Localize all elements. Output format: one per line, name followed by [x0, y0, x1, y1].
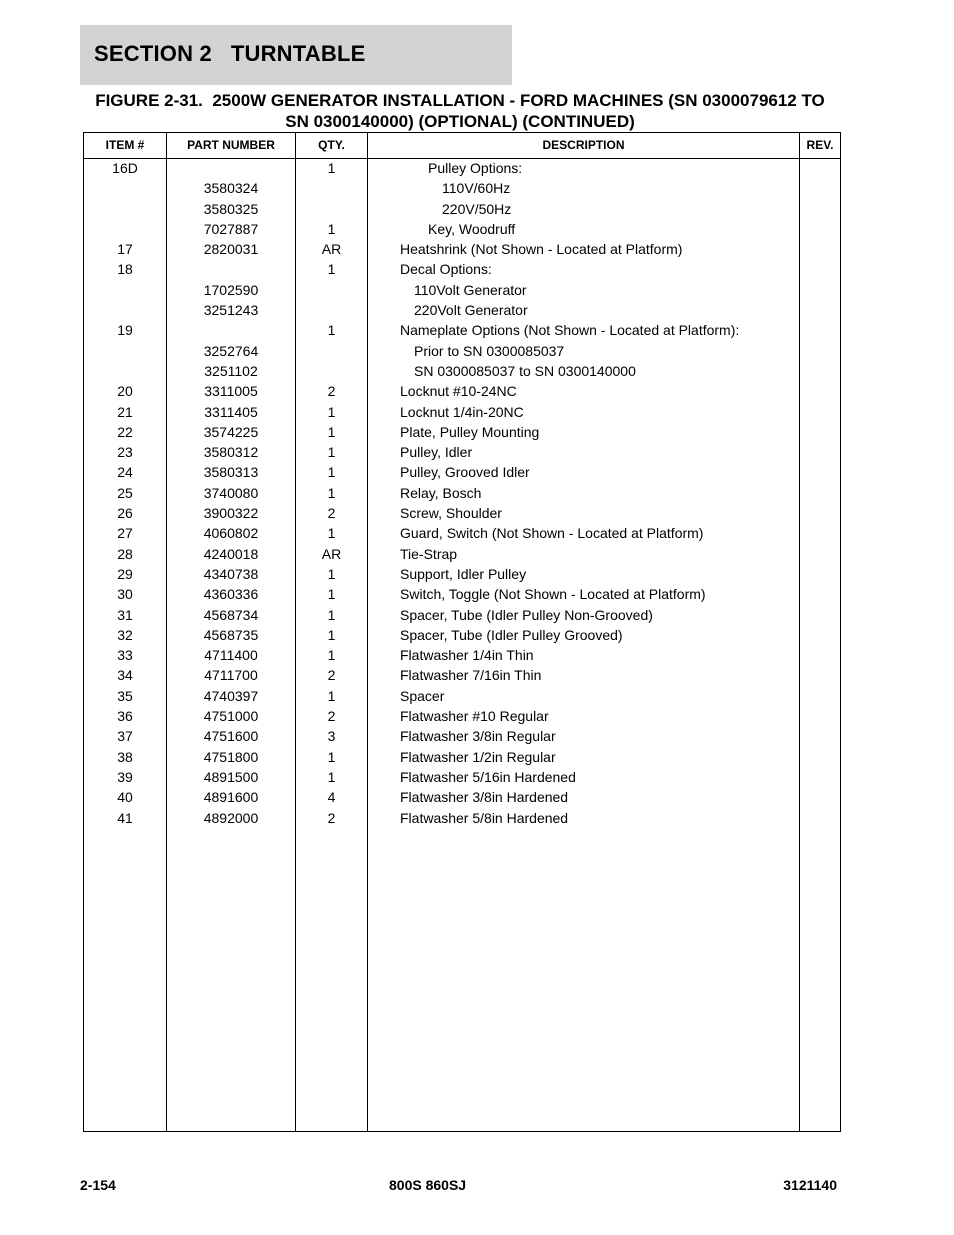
qty-cell: 1 — [327, 403, 336, 420]
qty-cell: 1 — [327, 444, 336, 461]
description-cell: Tie-Strap — [400, 545, 458, 562]
item-cell: 41 — [117, 809, 133, 826]
description-cell: Flatwasher #10 Regular — [400, 708, 549, 725]
qty-cell: 2 — [327, 667, 336, 684]
description-cell: Spacer, Tube (Idler Pulley Non-Grooved) — [400, 606, 653, 623]
item-cell: 22 — [117, 423, 133, 440]
qty-cell: AR — [321, 241, 342, 258]
qty-cell: 1 — [327, 606, 336, 623]
table-row — [84, 160, 840, 180]
header-divider — [84, 158, 840, 159]
qty-cell: 3 — [327, 728, 336, 745]
description-cell: 110V/60Hz — [442, 180, 511, 197]
qty-cell: 1 — [327, 220, 336, 237]
table-row — [84, 607, 840, 627]
description-cell: Guard, Switch (Not Shown - Located at Platform) — [400, 525, 704, 542]
description-cell: Flatwasher 7/16in Thin — [400, 667, 542, 684]
item-cell: 21 — [117, 403, 133, 420]
table-row — [84, 647, 840, 667]
table-row — [84, 343, 840, 363]
part-number-cell: 4568734 — [203, 606, 259, 623]
part-number-cell: 3740080 — [203, 484, 259, 501]
item-cell: 36 — [117, 708, 133, 725]
figure-title-line-1: FIGURE 2-31. 2500W GENERATOR INSTALLATION - FORD MACHINES (SN 0300079612 TO — [95, 91, 825, 110]
table-row — [84, 261, 840, 281]
figure-title — [80, 90, 840, 132]
part-number-cell: 4892000 — [203, 809, 259, 826]
qty-cell: 1 — [327, 525, 336, 542]
part-number-cell: 3574225 — [203, 423, 259, 440]
table-body — [84, 160, 840, 830]
table-row — [84, 383, 840, 403]
description-cell: Flatwasher 3/8in Regular — [400, 728, 556, 745]
table-row — [84, 728, 840, 748]
description-cell: Flatwasher 3/8in Hardened — [400, 789, 569, 806]
section-title: SECTION 2 TURNTABLE — [94, 41, 366, 66]
part-number-cell: 3311405 — [204, 403, 258, 420]
part-number-cell: 3580313 — [203, 464, 259, 481]
header-item: ITEM # — [105, 138, 145, 152]
description-cell: Pulley Options: — [428, 160, 523, 176]
item-cell: 20 — [117, 383, 133, 400]
table-row — [84, 282, 840, 302]
item-cell: 24 — [117, 464, 133, 481]
item-cell: 19 — [117, 322, 133, 339]
part-number-cell: 3251243 — [203, 302, 259, 319]
description-cell: Flatwasher 5/8in Hardened — [400, 809, 569, 826]
description-cell: Plate, Pulley Mounting — [400, 423, 540, 440]
part-number-cell: 4891500 — [203, 768, 259, 785]
footer-model: 800S 860SJ — [389, 1177, 467, 1193]
table-row — [84, 444, 840, 464]
description-cell: Flatwasher 1/2in Regular — [400, 748, 556, 765]
item-cell: 27 — [117, 525, 133, 542]
table-row — [84, 769, 840, 789]
qty-cell: 1 — [327, 768, 336, 785]
description-cell: Locknut #10-24NC — [400, 383, 517, 400]
item-cell: 29 — [117, 565, 133, 582]
part-number-cell: 4340738 — [203, 565, 259, 582]
header-part-number: PART NUMBER — [187, 138, 275, 152]
description-cell: Locknut 1/4in-20NC — [400, 403, 524, 420]
table-row — [84, 221, 840, 241]
table-row — [84, 424, 840, 444]
item-cell: 32 — [117, 626, 133, 643]
part-number-cell: 3252764 — [203, 342, 259, 359]
part-number-cell: 4751000 — [203, 708, 259, 725]
item-cell: 33 — [117, 647, 133, 664]
part-number-cell: 4568735 — [203, 626, 259, 643]
footer-page-number: 2-154 — [80, 1177, 116, 1193]
item-cell: 35 — [117, 687, 133, 704]
table-row — [84, 667, 840, 687]
qty-cell: 2 — [327, 383, 336, 400]
table-row — [84, 404, 840, 424]
description-cell: Pulley, Grooved Idler — [400, 464, 530, 481]
table-row — [84, 586, 840, 606]
table-row — [84, 525, 840, 545]
qty-cell: 2 — [327, 708, 336, 725]
description-cell: 220Volt Generator — [414, 302, 528, 319]
description-cell: Flatwasher 1/4in Thin — [400, 647, 534, 664]
description-cell: Prior to SN 0300085037 — [414, 342, 565, 359]
header-description: DESCRIPTION — [542, 138, 625, 152]
description-cell: Heatshrink (Not Shown - Located at Platform) — [400, 241, 683, 258]
part-number-cell: 4891600 — [203, 789, 259, 806]
qty-cell: 1 — [327, 748, 336, 765]
part-number-cell: 4711400 — [204, 647, 258, 664]
part-number-cell: 1702590 — [203, 281, 259, 298]
qty-cell: 1 — [327, 464, 336, 481]
header-rev: REV. — [806, 138, 834, 152]
item-cell: 23 — [117, 444, 133, 461]
part-number-cell: 3580312 — [203, 444, 259, 461]
description-cell: Spacer — [400, 687, 445, 704]
qty-cell: 1 — [327, 261, 336, 278]
table-row — [84, 322, 840, 342]
item-cell: 31 — [117, 606, 133, 623]
description-cell: Support, Idler Pulley — [400, 565, 527, 582]
item-cell: 17 — [117, 241, 133, 258]
part-number-cell: 2820031 — [203, 241, 259, 258]
description-cell: 110Volt Generator — [414, 281, 527, 298]
qty-cell: 1 — [327, 484, 336, 501]
qty-cell: 1 — [327, 647, 336, 664]
description-cell: Key, Woodruff — [428, 220, 516, 237]
qty-cell: 1 — [327, 160, 336, 176]
table-row — [84, 485, 840, 505]
table-row — [84, 464, 840, 484]
item-cell: 38 — [117, 748, 133, 765]
item-cell: 26 — [117, 505, 133, 522]
table-row — [84, 546, 840, 566]
description-cell: Switch, Toggle (Not Shown - Located at Platform) — [400, 586, 706, 603]
table-row — [84, 566, 840, 586]
table-row — [84, 688, 840, 708]
part-number-cell: 4240018 — [203, 545, 259, 562]
qty-cell: 1 — [327, 565, 336, 582]
table-row — [84, 789, 840, 809]
table-row — [84, 627, 840, 647]
figure-title-line-2: SN 0300140000) (OPTIONAL) (CONTINUED) — [285, 112, 635, 131]
description-cell: Screw, Shoulder — [400, 505, 502, 522]
qty-cell: 4 — [327, 789, 336, 806]
description-cell: Pulley, Idler — [400, 444, 473, 461]
table-row — [84, 505, 840, 525]
part-number-cell: 4711700 — [204, 667, 258, 684]
item-cell: 30 — [117, 586, 133, 603]
qty-cell: 1 — [327, 322, 336, 339]
description-cell: Relay, Bosch — [400, 484, 482, 501]
part-number-cell: 7027887 — [203, 220, 259, 237]
part-number-cell: 3580324 — [203, 180, 259, 197]
part-number-cell: 4360336 — [203, 586, 259, 603]
table-row — [84, 708, 840, 728]
qty-cell: AR — [321, 545, 342, 562]
item-cell: 18 — [117, 261, 133, 278]
part-number-cell: 3311005 — [204, 383, 258, 400]
item-cell: 16D — [112, 160, 138, 176]
part-number-cell: 4060802 — [203, 525, 259, 542]
item-cell: 28 — [117, 545, 133, 562]
part-number-cell: 4751800 — [203, 748, 259, 765]
table-row — [84, 363, 840, 383]
part-number-cell: 3580325 — [203, 200, 259, 217]
qty-cell: 1 — [327, 687, 336, 704]
header-qty: QTY. — [318, 138, 345, 152]
table-row — [84, 810, 840, 830]
part-number-cell: 4740397 — [203, 687, 259, 704]
footer-doc-number: 3121140 — [783, 1177, 837, 1193]
qty-cell: 2 — [327, 809, 336, 826]
section-banner — [80, 25, 512, 85]
parts-table — [83, 132, 841, 1132]
description-cell: Flatwasher 5/16in Hardened — [400, 768, 576, 785]
item-cell: 40 — [117, 789, 133, 806]
description-cell: Spacer, Tube (Idler Pulley Grooved) — [400, 626, 623, 643]
table-row — [84, 201, 840, 221]
item-cell: 37 — [117, 728, 133, 745]
part-number-cell: 3900322 — [203, 505, 259, 522]
qty-cell: 1 — [327, 586, 336, 603]
description-cell: Nameplate Options (Not Shown - Located at Platform): — [400, 322, 740, 339]
item-cell: 39 — [117, 768, 133, 785]
table-row — [84, 749, 840, 769]
table-row — [84, 241, 840, 261]
part-number-cell: 3251102 — [204, 362, 258, 379]
qty-cell: 1 — [327, 423, 336, 440]
qty-cell: 1 — [327, 626, 336, 643]
description-cell: Decal Options: — [400, 261, 492, 278]
description-cell: 220V/50Hz — [442, 200, 512, 217]
part-number-cell: 4751600 — [203, 728, 259, 745]
description-cell: SN 0300085037 to SN 0300140000 — [414, 362, 636, 379]
item-cell: 25 — [117, 484, 133, 501]
table-row — [84, 180, 840, 200]
qty-cell: 2 — [327, 505, 336, 522]
item-cell: 34 — [117, 667, 133, 684]
table-row — [84, 302, 840, 322]
